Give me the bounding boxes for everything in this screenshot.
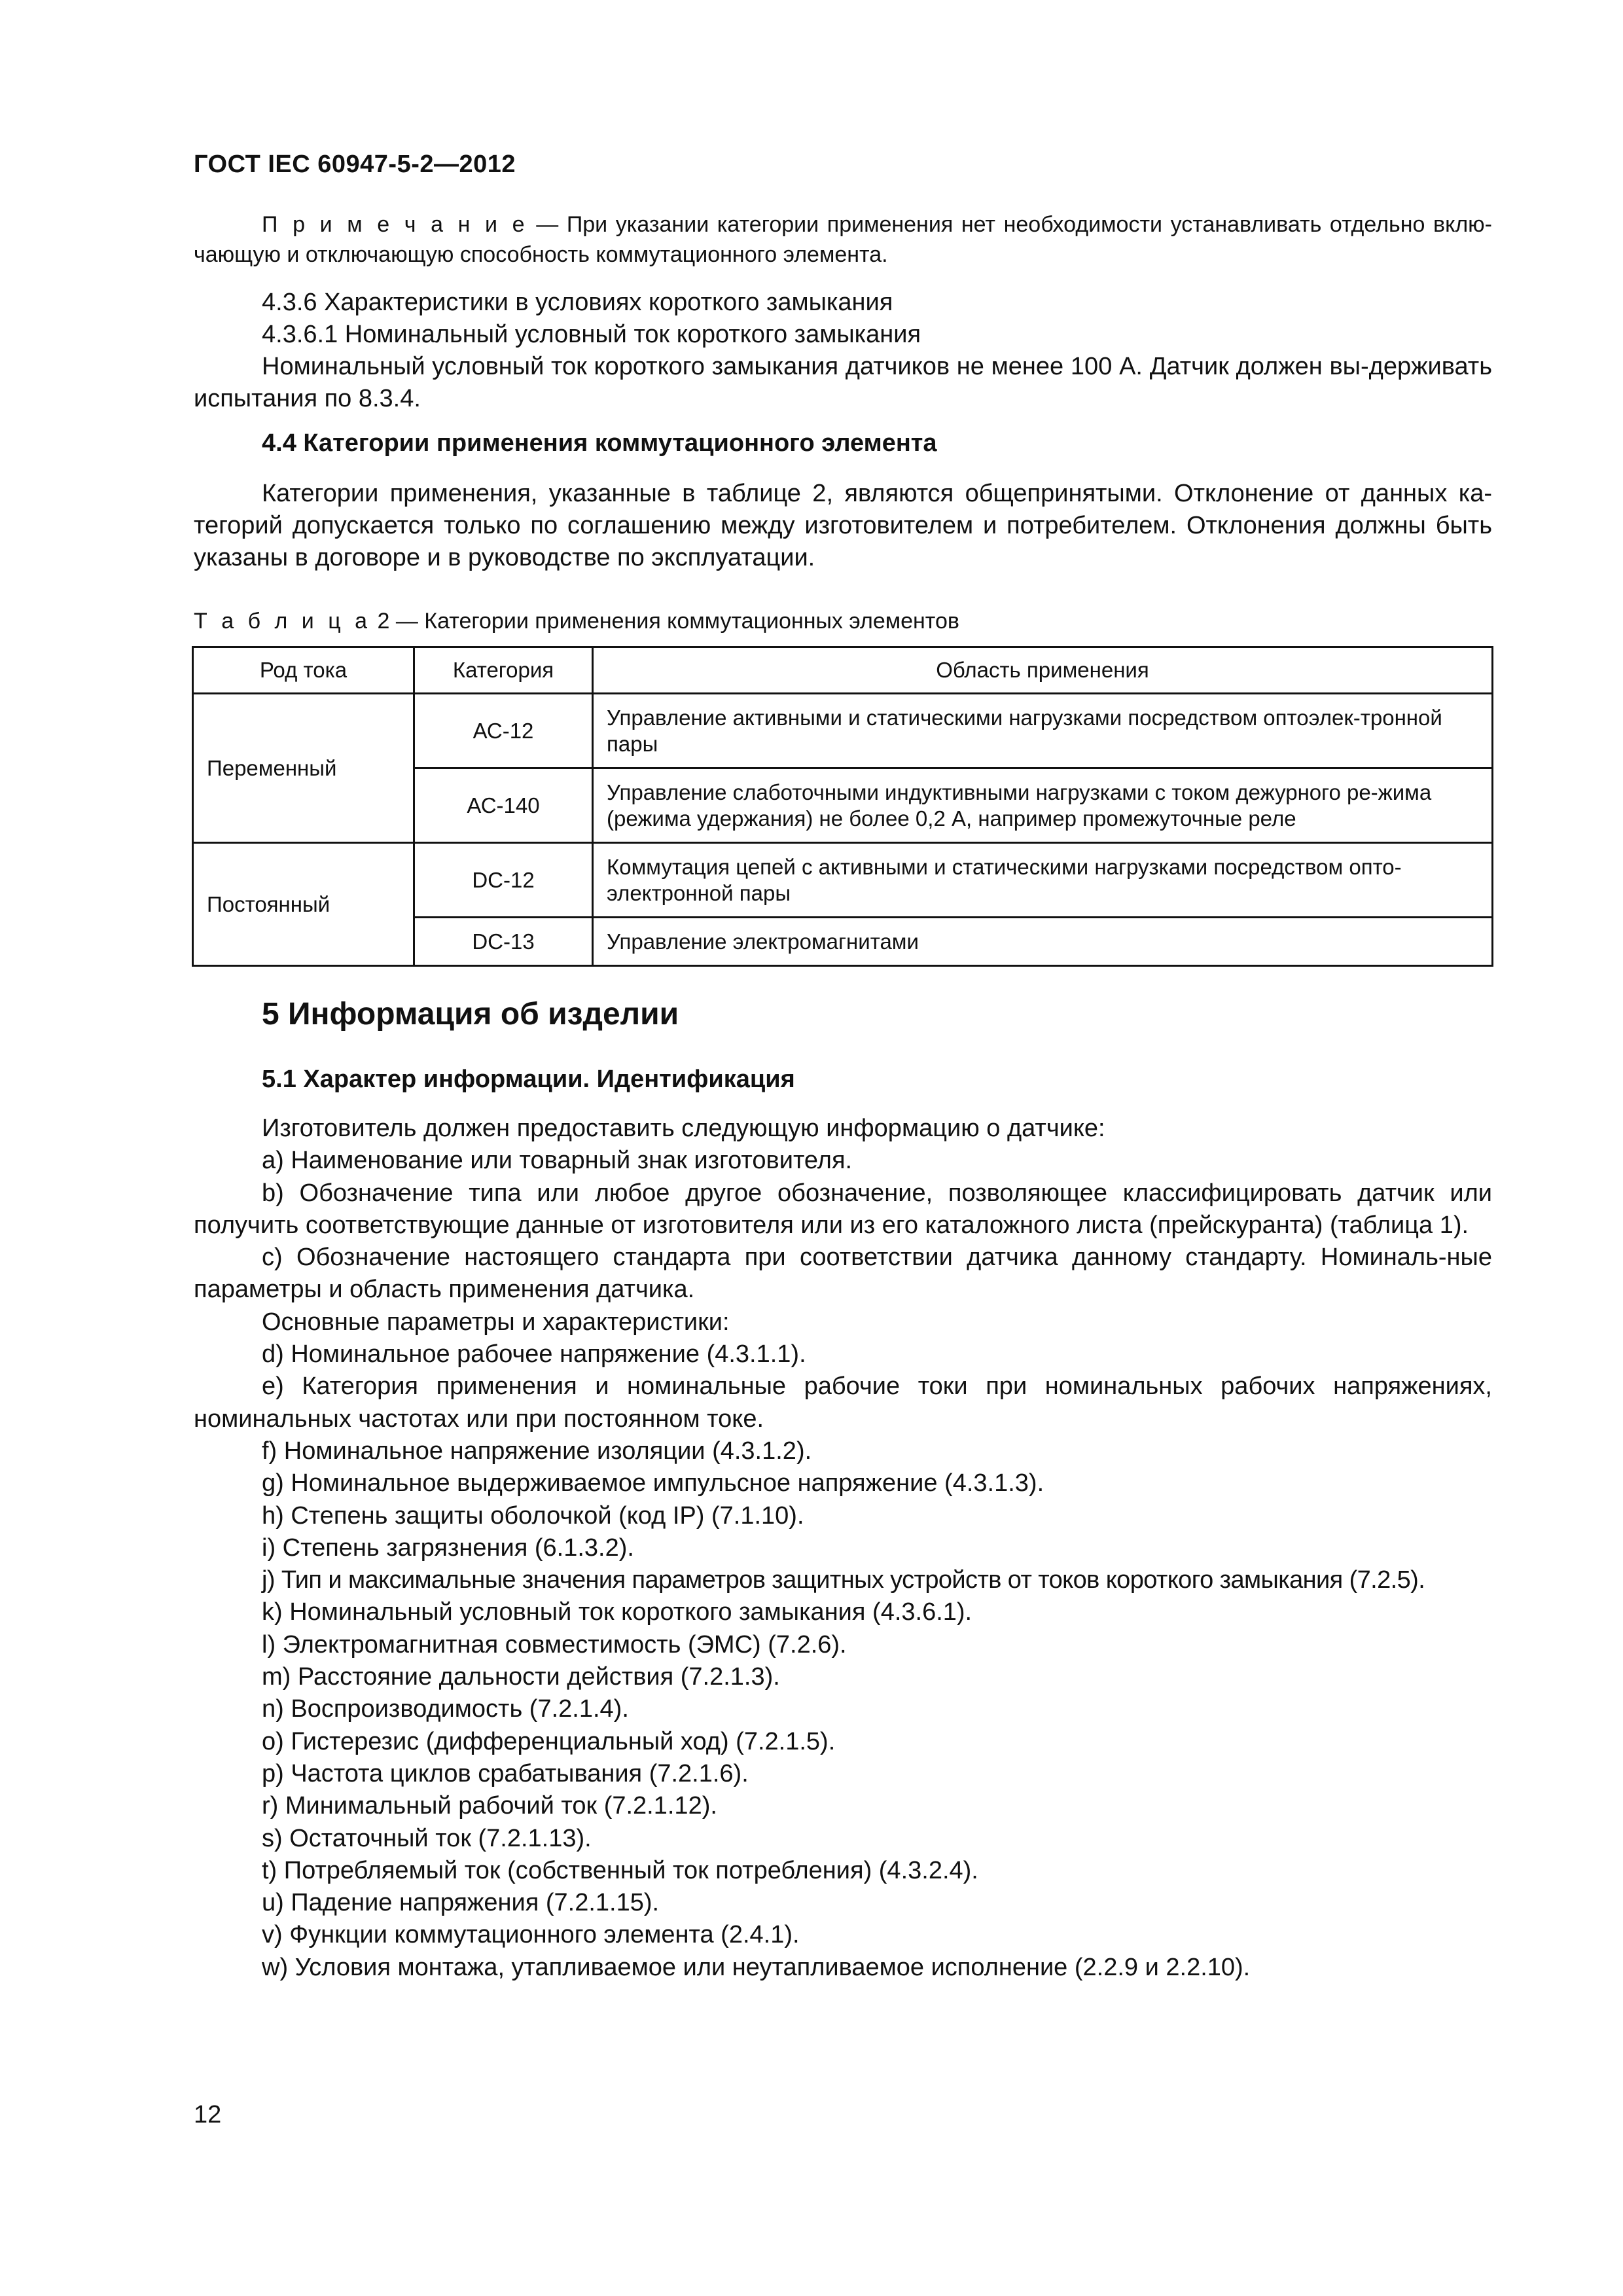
header-category: Категория xyxy=(414,647,593,694)
list-item: l) Электромагнитная совместимость (ЭМС) (7.2.6). xyxy=(262,1630,847,1659)
list-item: s) Остаточный ток (7.2.1.13). xyxy=(262,1824,592,1852)
table-row xyxy=(193,694,1493,768)
header-area: Область применения xyxy=(593,647,1493,694)
list-item: r) Минимальный рабочий ток (7.2.1.12). xyxy=(262,1792,717,1820)
section-44-text: Категории применения, указанные в таблице 2, являются общепринятыми. Отклонение от данных ка-тегорий допускается только по соглашению между изготовителем и потребителем. Отклонения должны быть указаны в договоре и в руководстве по эксплуатации. xyxy=(194,480,1492,571)
header-kind: Род тока xyxy=(193,647,414,694)
list-item: h) Степень защиты оболочкой (код IP) (7.1.10). xyxy=(262,1501,804,1530)
page-number: 12 xyxy=(194,2101,222,2128)
note-lead: П р и м е ч а н и е xyxy=(262,212,528,237)
list-item: k) Номинальный условный ток короткого замыкания (4.3.6.1). xyxy=(262,1598,972,1626)
table-caption-text: 2 — Категории применения коммутационных элементов xyxy=(371,609,959,634)
section-5-heading: 5 Информация об изделии xyxy=(262,997,679,1031)
cell-area: Коммутация цепей с активными и статическими нагрузками посредством опто-электронной пары xyxy=(593,843,1493,918)
list-item: c) Обозначение настоящего стандарта при соответствии датчика данному стандарту. Номиналь-ные параметры и область применения датчика. xyxy=(194,1244,1492,1304)
list-item: f) Номинальное напряжение изоляции (4.3.1.2). xyxy=(262,1437,812,1465)
list-item: b) Обозначение типа или любое другое обозначение, позволяющее классифицировать датчик или получить соответствующие данные от изготовителя или из его каталожного листа (прейскуранта) (таблица 1). xyxy=(194,1179,1492,1239)
list-item: w) Условия монтажа, утапливаемое или неутапливаемое исполнение (2.2.9 и 2.2.10). xyxy=(262,1953,1251,1981)
table-row xyxy=(193,843,1493,918)
cell-area: Управление электромагнитами xyxy=(593,918,1493,966)
cell-category: DC-12 xyxy=(414,843,593,918)
list-item: p) Частота циклов срабатывания (7.2.1.6). xyxy=(262,1759,749,1787)
list-item: a) Наименование или товарный знак изготовителя. xyxy=(262,1147,853,1175)
cell-kind: Постоянный xyxy=(193,843,414,966)
note-text: — При указании категории применения нет необходимости устанавливать отдельно вклю-чающую и отключающую способность коммутационного элемента. xyxy=(194,212,1492,267)
list-item: Основные параметры и характеристики: xyxy=(262,1308,730,1336)
list-item: j) Тип и максимальные значения параметров защитных устройств от токов короткого замыкания (7.2.5). xyxy=(262,1566,1425,1594)
list-item: e) Категория применения и номинальные рабочие токи при номинальных рабочих напряжениях, номинальных частотах или при постоянном токе. xyxy=(194,1372,1492,1433)
section-4361-heading: 4.3.6.1 Номинальный условный ток короткого замыкания xyxy=(262,321,921,348)
cell-kind: Переменный xyxy=(193,694,414,843)
cell-category: АС-140 xyxy=(414,768,593,843)
section-44-heading: 4.4 Категории применения коммутационного элемента xyxy=(262,429,937,457)
list-item: m) Расстояние дальности действия (7.2.1.3). xyxy=(262,1663,780,1691)
table-header-row xyxy=(193,647,1493,694)
table-caption-lead: Т а б л и ц а xyxy=(194,609,372,634)
list-item: n) Воспроизводимость (7.2.1.4). xyxy=(262,1695,629,1723)
section-51-heading: 5.1 Характер информации. Идентификация xyxy=(262,1066,795,1093)
cell-category: DC-13 xyxy=(414,918,593,966)
list-item: u) Падение напряжения (7.2.1.15). xyxy=(262,1889,660,1917)
note xyxy=(194,209,1492,270)
section-4361-text: Номинальный условный ток короткого замыкания датчиков не менее 100 А. Датчик должен вы-держивать испытания по 8.3.4. xyxy=(194,353,1492,412)
section-436-heading: 4.3.6 Характеристики в условиях короткого замыкания xyxy=(262,289,893,316)
list-item: i) Степень загрязнения (6.1.3.2). xyxy=(262,1534,634,1562)
list-item: Изготовитель должен предоставить следующую информацию о датчике: xyxy=(262,1115,1105,1142)
list-item: v) Функции коммутационного элемента (2.4.1). xyxy=(262,1921,800,1949)
cell-area: Управление слаботочными индуктивными нагрузками с током дежурного ре-жима (режима удержания) не более 0,2 А, например промежуточные реле xyxy=(593,768,1493,843)
list-item: o) Гистерезис (дифференциальный ход) (7.2.1.5). xyxy=(262,1727,836,1755)
list-item: d) Номинальное рабочее напряжение (4.3.1.1). xyxy=(262,1340,806,1369)
categories-table xyxy=(192,646,1493,967)
list-item: g) Номинальное выдерживаемое импульсное напряжение (4.3.1.3). xyxy=(262,1469,1044,1498)
cell-category: АС-12 xyxy=(414,694,593,768)
document-header: ГОСТ IEC 60947-5-2—2012 xyxy=(194,151,516,178)
cell-area: Управление активными и статическими нагрузками посредством оптоэлек-тронной пары xyxy=(593,694,1493,768)
list-item: t) Потребляемый ток (собственный ток потребления) (4.3.2.4). xyxy=(262,1856,978,1884)
information-list xyxy=(194,1113,1492,1984)
table-caption xyxy=(194,609,959,634)
